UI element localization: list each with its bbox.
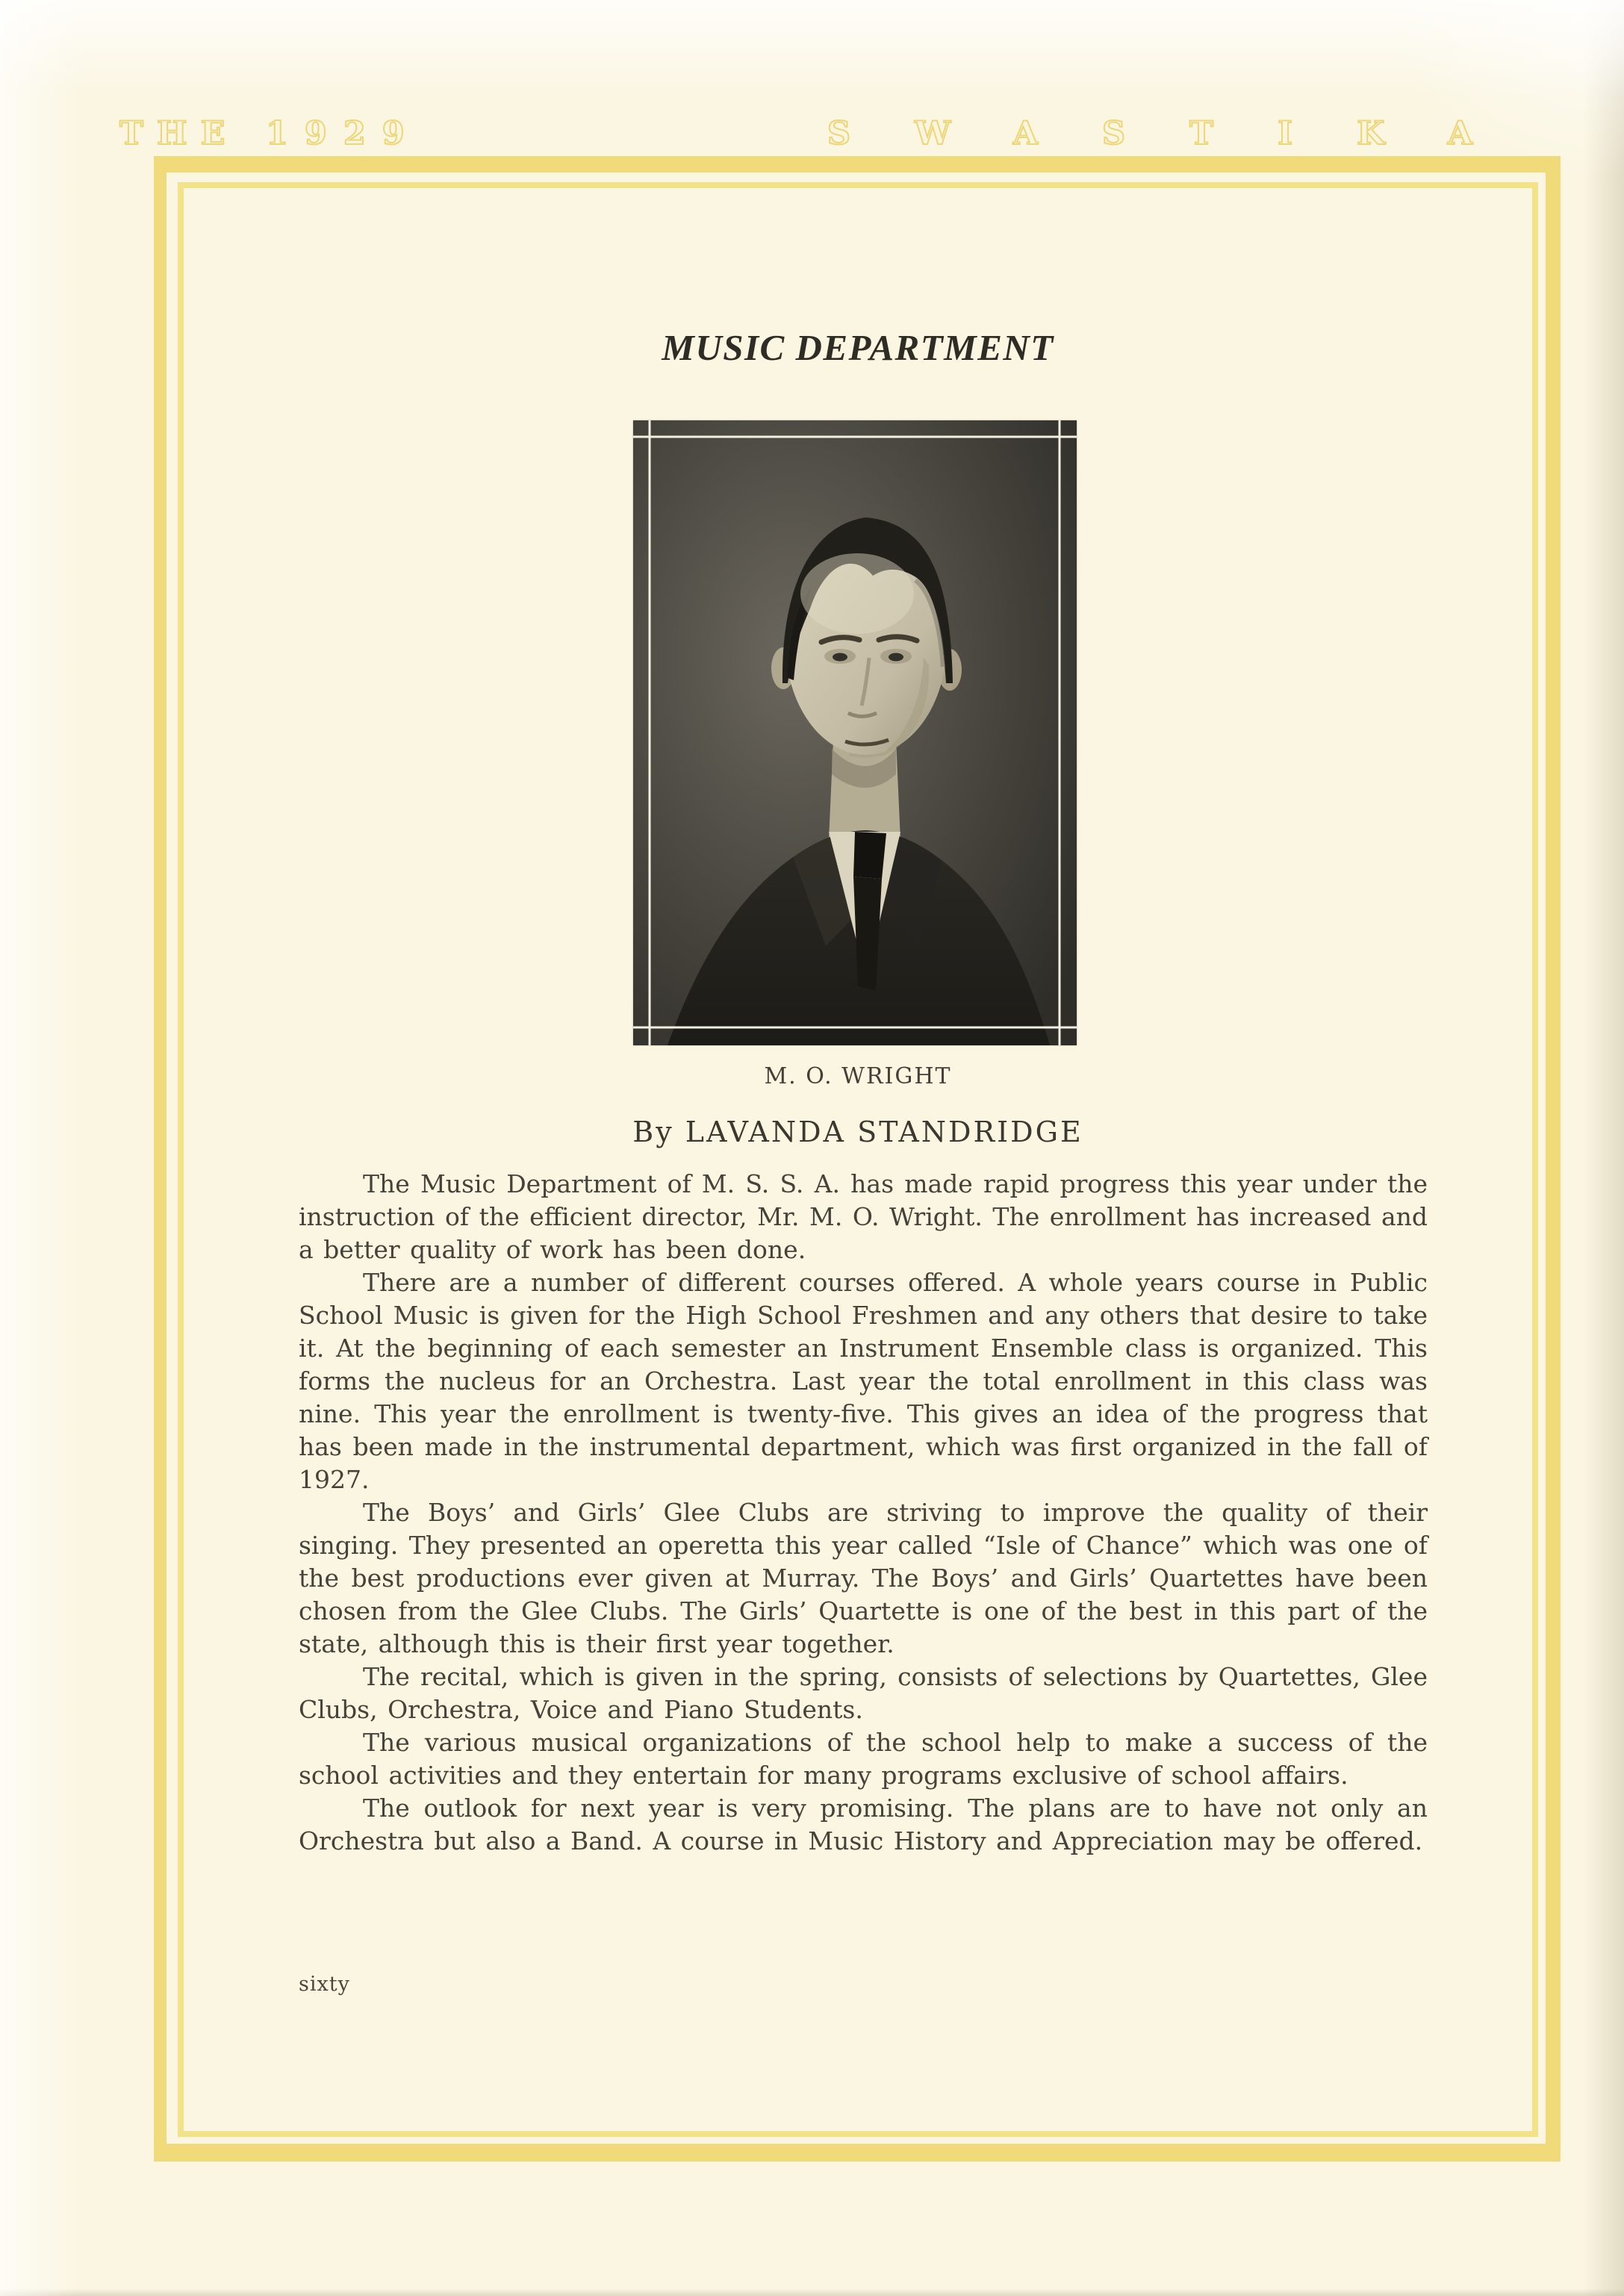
masthead-word-the: THE <box>119 115 239 152</box>
article-body <box>299 1168 1428 1858</box>
portrait-photo-illustration <box>633 420 1077 1045</box>
paragraph-6: The outlook for next year is very promising. The plans are to have not only an Orchestra but also a Band. A course in Music History and Appreciation may be offered. <box>299 1793 1428 1855</box>
byline: By LAVANDA STANDRIDGE <box>632 1116 1083 1148</box>
paragraph-3: The Boys’ and Girls’ Glee Clubs are striving to improve the quality of their singing. They presented an operetta this year called “Isle of Chance” which was one of the best productions ever given at Murray. The Boys’ and Girls’ Quartettes have been chosen from the Glee Clubs. The Girls’ Quartette is one of the best in this part of the state, although this is their first year together. <box>299 1498 1428 1658</box>
masthead-word-swastika: SWASTIKA <box>827 115 1537 152</box>
paragraph-4: The recital, which is given in the spring, consists of selections by Quartettes, Glee Clubs, Orchestra, Voice and Piano Students. <box>299 1662 1428 1724</box>
paragraph-1: The Music Department of M. S. S. A. has made rapid progress this year under the instruction of the efficient director, Mr. M. O. Wright. The enrollment has increased and a better quality of work has been done. <box>299 1169 1428 1264</box>
masthead-word-year: 1929 <box>266 115 421 152</box>
paragraph-2: There are a number of different courses offered. A whole years course in Public School Music is given for the High School Freshmen and any others that desire to take it. At the beginning of each semester an Instrument Ensemble class is organized. This forms the nucleus for an Orchestra. Last year the total enrollment in this class was nine. This year the enrollment is twenty-five. This gives an idea of the progress that has been made in the instrumental department, which was first organized in the fall of 1927. <box>299 1268 1428 1494</box>
page-title: MUSIC DEPARTMENT <box>662 327 1054 368</box>
paragraph-5: The various musical organizations of the school help to make a success of the school activities and they entertain for many programs exclusive of school affairs. <box>299 1728 1428 1790</box>
portrait-photo <box>633 420 1077 1045</box>
page-number: sixty <box>299 1973 350 1996</box>
photo-caption: M. O. WRIGHT <box>764 1063 952 1089</box>
